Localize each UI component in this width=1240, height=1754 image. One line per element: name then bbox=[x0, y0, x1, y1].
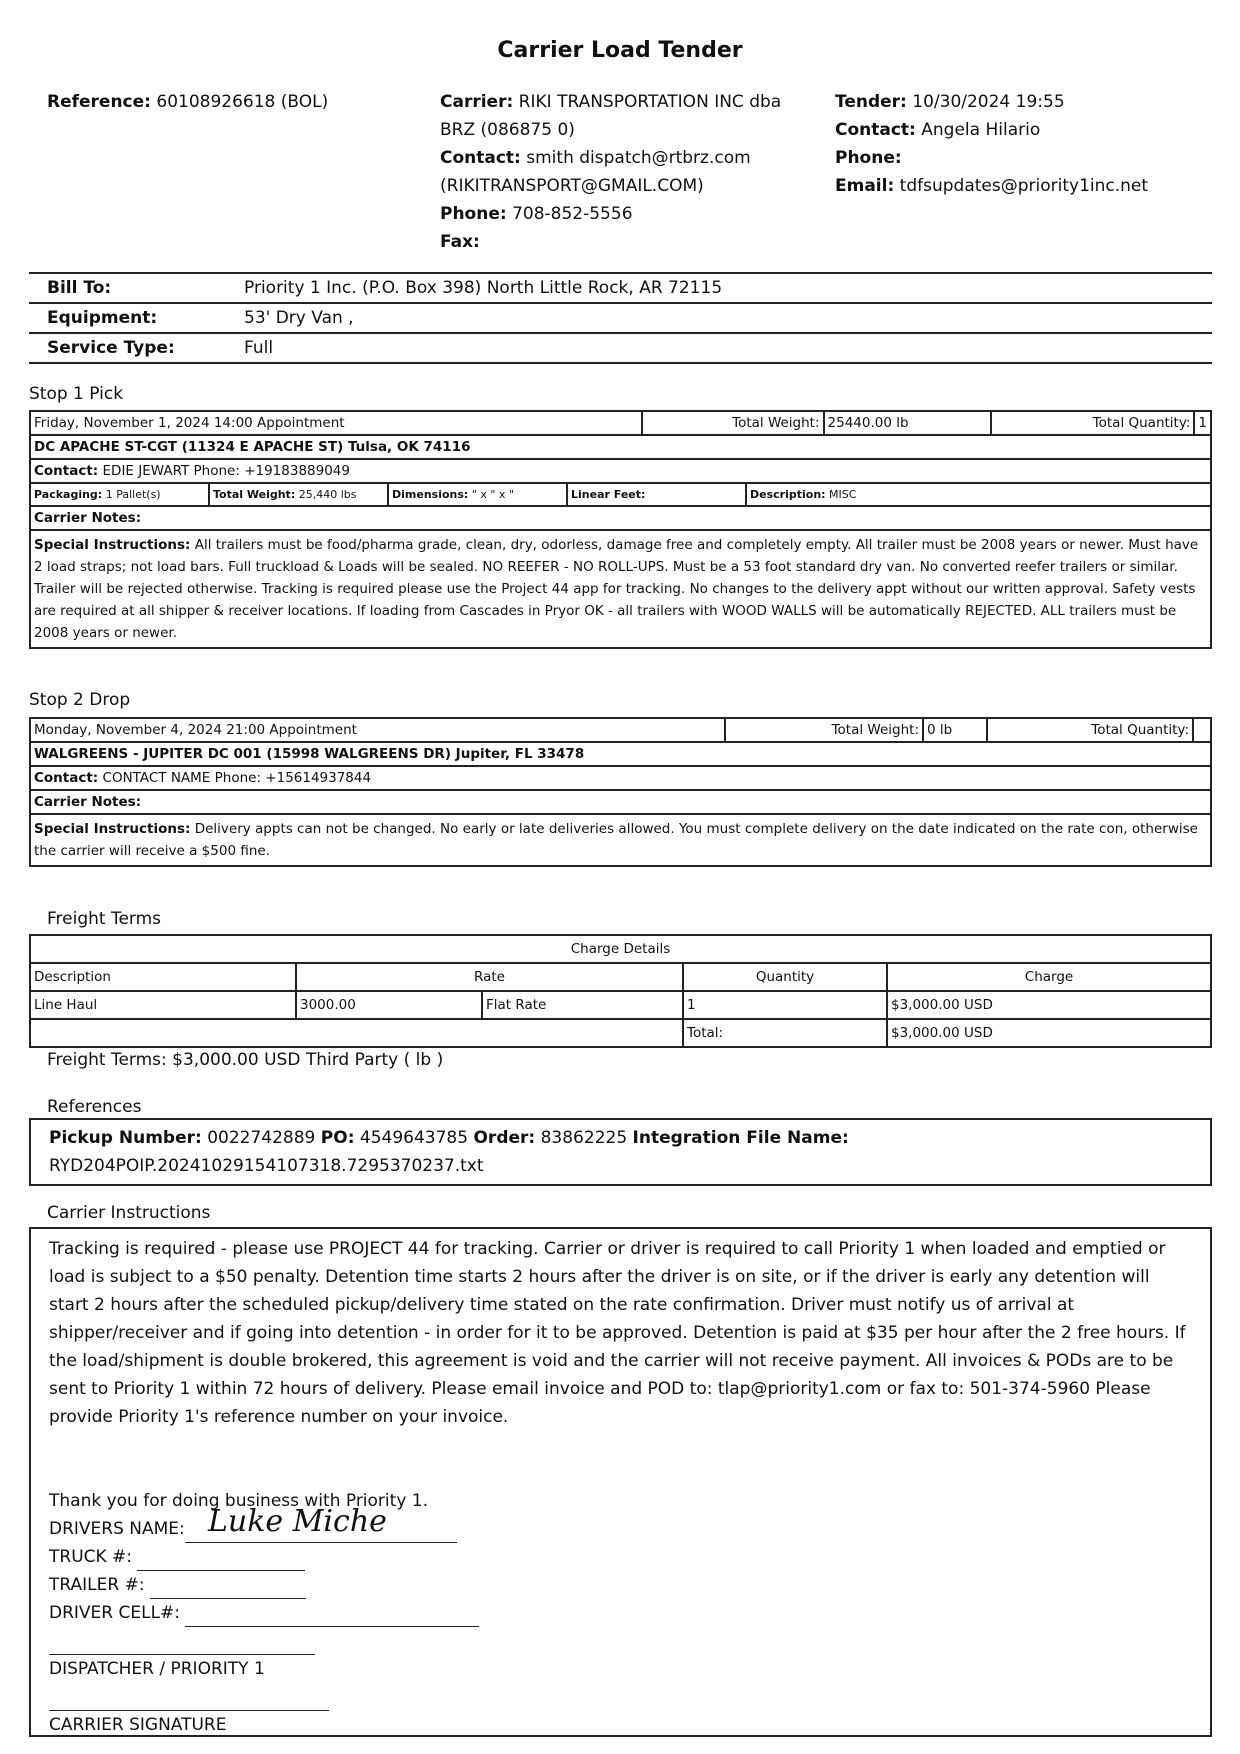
tender-column bbox=[835, 88, 1215, 200]
stop1-weight-label: Total Weight: bbox=[213, 488, 296, 501]
stop1-contact-row bbox=[31, 460, 1210, 484]
carrier-instructions-box bbox=[29, 1227, 1212, 1737]
stop2-total-weight-value: 0 lb bbox=[924, 719, 988, 741]
carrier-phone-label: Phone: bbox=[440, 204, 507, 224]
thank-you-text: Thank you for doing business with Priority 1. bbox=[49, 1491, 428, 1511]
col-quantity: Quantity bbox=[683, 963, 887, 991]
pickup-number-label: Pickup Number: bbox=[49, 1128, 202, 1148]
service-type-value: Full bbox=[226, 333, 1212, 363]
stop1-carrier-notes: Carrier Notes: bbox=[31, 507, 1210, 531]
equipment-label: Equipment: bbox=[29, 303, 226, 333]
stop2-total-qty-label: Total Quantity: bbox=[988, 719, 1194, 741]
tender-value: 10/30/2024 19:55 bbox=[912, 92, 1065, 112]
stop1-packaging-value: 1 Pallet(s) bbox=[105, 488, 161, 501]
charge-details-title: Charge Details bbox=[30, 935, 1211, 963]
equipment-value: 53' Dry Van , bbox=[226, 303, 1212, 333]
col-description: Description bbox=[30, 963, 296, 991]
stop1-dimensions-value: " x " x " bbox=[471, 488, 514, 501]
driver-cell-label: DRIVER CELL#: bbox=[49, 1603, 181, 1623]
stop1-appointment: Friday, November 1, 2024 14:00 Appointment bbox=[31, 412, 643, 434]
carrier-label: Carrier: bbox=[440, 92, 514, 112]
drivers-name-label: DRIVERS NAME: bbox=[49, 1519, 185, 1539]
carrier-name: RIKI TRANSPORTATION INC dba bbox=[518, 92, 782, 112]
integration-file-label: Integration File Name: bbox=[632, 1128, 849, 1148]
stop1-weight bbox=[210, 484, 389, 505]
stop1-linear-feet bbox=[568, 484, 747, 505]
carrier-contact-label: Contact: bbox=[440, 148, 521, 168]
reference-value: 60108926618 (BOL) bbox=[156, 92, 329, 112]
charge-total-blank bbox=[30, 1019, 683, 1047]
charge-details-table bbox=[29, 934, 1212, 1048]
stop2-location: WALGREENS - JUPITER DC 001 (15998 WALGREENS DR) Jupiter, FL 33478 bbox=[31, 743, 1210, 767]
stop1-details-row bbox=[31, 484, 1210, 507]
stop1-total-qty-value: 1 bbox=[1198, 415, 1207, 431]
stop1-special-label: Special Instructions: bbox=[34, 537, 191, 553]
stop1-packaging bbox=[31, 484, 210, 505]
charge-rate-type: Flat Rate bbox=[482, 991, 683, 1019]
stop2-contact-label: Contact: bbox=[34, 770, 99, 786]
stop1-packaging-label: Packaging: bbox=[34, 488, 103, 501]
carrier-fax-label: Fax: bbox=[440, 232, 480, 252]
bill-to-row bbox=[29, 273, 1212, 303]
stop2-special-instructions bbox=[31, 815, 1210, 865]
charge-details-title-row bbox=[30, 935, 1211, 963]
stop1-box bbox=[29, 410, 1212, 649]
charge-amount: $3,000.00 USD bbox=[887, 991, 1211, 1019]
stop2-contact-value: CONTACT NAME Phone: +15614937844 bbox=[102, 770, 372, 786]
equipment-row bbox=[29, 303, 1212, 333]
stop1-total-weight-value: 25440.00 lb bbox=[825, 412, 993, 434]
stop1-special-instructions bbox=[31, 531, 1210, 647]
dispatcher-label: DISPATCHER / PRIORITY 1 bbox=[49, 1659, 265, 1679]
carrier-signature-label: CARRIER SIGNATURE bbox=[49, 1715, 227, 1735]
pickup-number-value: 0022742889 bbox=[207, 1128, 316, 1148]
references-line bbox=[49, 1124, 1192, 1152]
integration-file-value: RYD204POIP.20241029154107318.7295370237.txt bbox=[49, 1156, 484, 1176]
tender-email-label: Email: bbox=[835, 176, 895, 196]
carrier-contact-value: smith dispatch@rtbrz.com bbox=[526, 148, 751, 168]
carrier-column bbox=[440, 88, 820, 256]
stop1-description-value: MISC bbox=[829, 488, 857, 501]
carrier-instructions-heading: Carrier Instructions bbox=[47, 1203, 211, 1223]
stop1-weight-value: 25,440 lbs bbox=[298, 488, 357, 501]
page-title: Carrier Load Tender bbox=[497, 38, 743, 63]
driver-cell-line bbox=[49, 1599, 1192, 1627]
trailer-label: TRAILER #: bbox=[49, 1575, 145, 1595]
charge-total-row bbox=[30, 1019, 1211, 1047]
stop1-appointment-row bbox=[31, 412, 1210, 436]
driver-cell-field[interactable] bbox=[185, 1604, 479, 1627]
order-value: 83862225 bbox=[540, 1128, 628, 1148]
truck-label: TRUCK #: bbox=[49, 1547, 133, 1567]
po-label: PO: bbox=[320, 1128, 355, 1148]
carrier-signature-field[interactable] bbox=[49, 1688, 329, 1711]
charge-header-row bbox=[30, 963, 1211, 991]
bill-to-label: Bill To: bbox=[29, 273, 226, 303]
bill-to-value: Priority 1 Inc. (P.O. Box 398) North Little Rock, AR 72115 bbox=[226, 273, 1212, 303]
stop1-description bbox=[747, 484, 1210, 505]
dispatcher-sig-line bbox=[49, 1627, 1192, 1655]
reference-label: Reference: bbox=[47, 92, 151, 112]
tender-contact-label: Contact: bbox=[835, 120, 916, 140]
spacer bbox=[49, 1431, 1192, 1487]
stop1-location: DC APACHE ST-CGT (11324 E APACHE ST) Tulsa, OK 74116 bbox=[31, 436, 1210, 460]
references-heading: References bbox=[47, 1097, 142, 1117]
stop1-contact-label: Contact: bbox=[34, 463, 99, 479]
stop1-special-value: All trailers must be food/pharma grade, clean, dry, odorless, damage free and completely empty. All trailer must be 2008 years or newer. Must have 2 load straps; not load bars. Full truckload & Loads will be sealed. NO REEFER - NO ROLL-UPS. Must be a 53 foot standard dry van. No converted reefer trailers or similar. Trailer will be rejected otherwise. Tracking is required please use the Project 44 app for tracking. No changes to the delivery appt without our written approval. Safety vests are required at all shipper & receiver locations. If loading from Cascades in Pryor OK - all trailers with WOOD WALLS will be automatically REJECTED. ALL trailers must be 2008 years or newer. bbox=[34, 537, 1199, 641]
trailer-line bbox=[49, 1571, 1192, 1599]
stop2-contact-row bbox=[31, 767, 1210, 791]
reference-column bbox=[47, 88, 427, 116]
stop2-total-weight-label: Total Weight: bbox=[726, 719, 924, 741]
stop2-special-value: Delivery appts can not be changed. No early or late deliveries allowed. You must complete delivery on the date indicated on the rate con, otherwise the carrier will receive a $500 fine. bbox=[34, 821, 1198, 859]
service-type-row bbox=[29, 333, 1212, 363]
col-rate: Rate bbox=[296, 963, 683, 991]
service-type-label: Service Type: bbox=[29, 333, 226, 363]
charge-total-value: $3,000.00 USD bbox=[887, 1019, 1211, 1047]
driver-signature: Luke Miche bbox=[208, 1504, 387, 1539]
freight-terms-text: Freight Terms: $3,000.00 USD Third Party ( lb ) bbox=[47, 1050, 444, 1070]
charge-description: Line Haul bbox=[30, 991, 296, 1019]
po-value: 4549643785 bbox=[359, 1128, 469, 1148]
stop2-total-qty-value bbox=[1194, 719, 1210, 741]
stop2-appointment: Monday, November 4, 2024 21:00 Appointment bbox=[31, 719, 726, 741]
stop2-appointment-row bbox=[31, 719, 1210, 743]
carrier-instructions-body: Tracking is required - please use PROJECT 44 for tracking. Carrier or driver is required to call Priority 1 when loaded and emptied or load is subject to a $50 penalty. Detention time starts 2 hours after the driver is on site, or if the driver is early any detention will start 2 hours after the scheduled pickup/delivery time stated on the rate confirmation. Driver must notify us of arrival at shipper/receiver and if going into detention - in order for it to be approved. Detention is paid at $35 per hour after the 2 free hours. If the load/shipment is double brokered, this agreement is void and the carrier will not receive payment. All invoices & PODs are to be sent to Priority 1 within 72 hours of delivery. Please email invoice and POD to: tlap@priority1.com or fax to: 501-374-5960 Please provide Priority 1's reference number on your invoice. bbox=[49, 1239, 1186, 1427]
tender-label: Tender: bbox=[835, 92, 907, 112]
stop2-box bbox=[29, 717, 1212, 867]
charge-rate: 3000.00 bbox=[296, 991, 482, 1019]
stop1-dimensions-label: Dimensions: bbox=[392, 488, 469, 501]
stop1-total-weight-label: Total Weight: bbox=[643, 412, 824, 434]
charge-total-label: Total: bbox=[683, 1019, 887, 1047]
references-box bbox=[29, 1118, 1212, 1186]
stop1-heading: Stop 1 Pick bbox=[29, 384, 124, 404]
tender-contact-value: Angela Hilario bbox=[921, 120, 1041, 140]
tender-email-value: tdfsupdates@priority1inc.net bbox=[899, 176, 1149, 196]
tender-phone-label: Phone: bbox=[835, 148, 902, 168]
truck-field[interactable] bbox=[137, 1548, 305, 1571]
carrier-phone-value: 708-852-5556 bbox=[512, 204, 633, 224]
stop2-heading: Stop 2 Drop bbox=[29, 690, 131, 710]
col-charge: Charge bbox=[887, 963, 1211, 991]
carrier-contact-email: (RIKITRANSPORT@GMAIL.COM) bbox=[440, 176, 704, 196]
carrier-sig-line bbox=[49, 1683, 1192, 1711]
charge-row bbox=[30, 991, 1211, 1019]
stop1-contact-value: EDIE JEWART Phone: +19183889049 bbox=[102, 463, 350, 479]
freight-heading: Freight Terms bbox=[47, 909, 162, 929]
carrier-name-cont: BRZ (086875 0) bbox=[440, 120, 575, 140]
stop1-total-qty-label: Total Quantity: bbox=[992, 412, 1195, 434]
trailer-field[interactable] bbox=[150, 1576, 306, 1599]
stop1-linear-label: Linear Feet: bbox=[571, 488, 646, 501]
stop2-special-label: Special Instructions: bbox=[34, 821, 191, 837]
stop2-carrier-notes: Carrier Notes: bbox=[31, 791, 1210, 815]
stop1-description-label: Description: bbox=[750, 488, 826, 501]
dispatcher-signature-field[interactable] bbox=[49, 1632, 315, 1655]
charge-quantity: 1 bbox=[683, 991, 887, 1019]
shipment-info-table bbox=[29, 272, 1212, 364]
stop1-dimensions bbox=[389, 484, 568, 505]
truck-line bbox=[49, 1543, 1192, 1571]
order-label: Order: bbox=[473, 1128, 536, 1148]
